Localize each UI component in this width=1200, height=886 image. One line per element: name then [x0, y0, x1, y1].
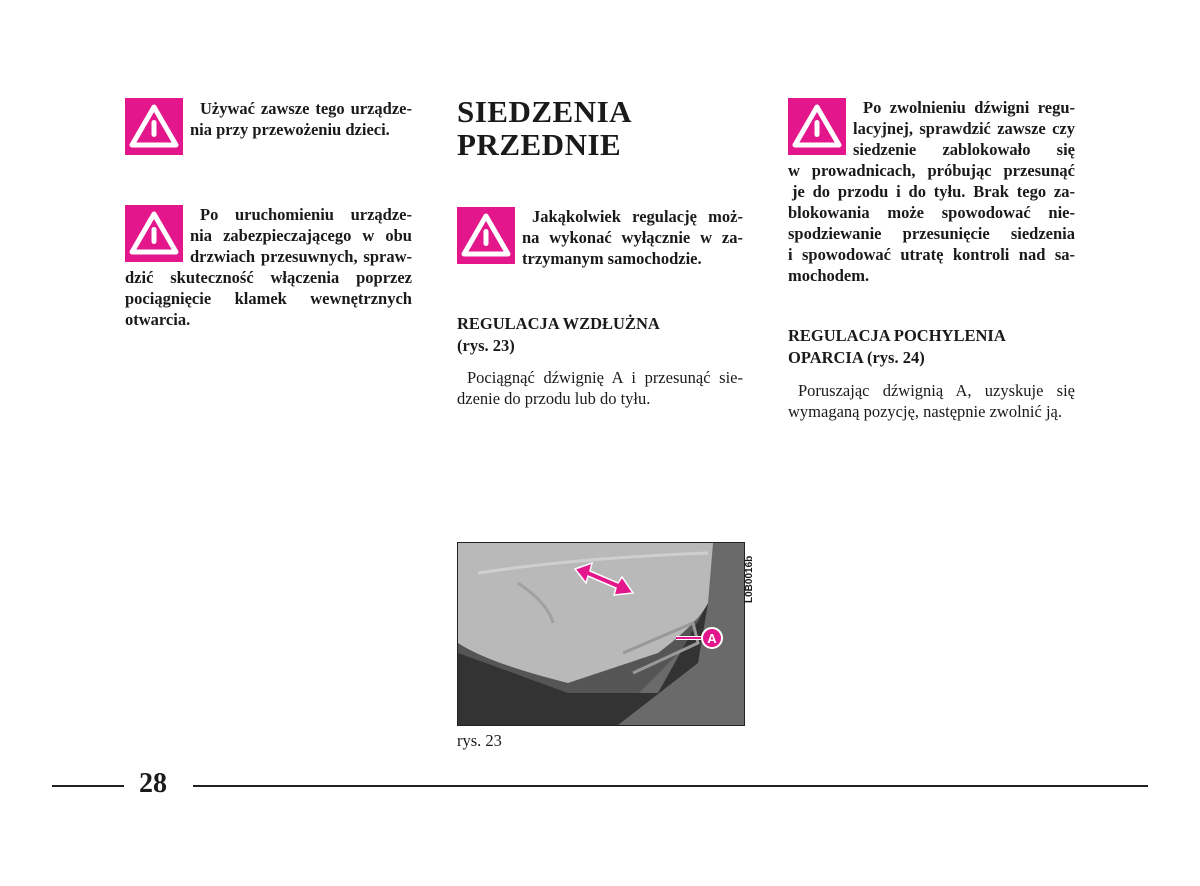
warning-text: nia przy przewożeniu dzieci.	[190, 120, 390, 139]
warning-text: i spowodować utratę kontroli nad sa-	[788, 245, 1075, 264]
figure-code	[744, 545, 758, 605]
warning-text: w prowadnicach, próbując przesunąć	[788, 161, 1075, 180]
figure-caption: rys. 23	[457, 731, 502, 750]
body-text: Poruszając dźwignią A, uzyskuje się	[798, 381, 1075, 400]
warning-text: Po uruchomieniu urządze-	[200, 205, 412, 224]
warning-text: Jakąkolwiek regulację moż-	[532, 207, 743, 226]
warning-text: spodziewanie przesunięcie siedzenia	[788, 224, 1075, 243]
figure-label: A	[707, 631, 717, 646]
seat-photo	[457, 542, 745, 726]
warning-icon	[125, 98, 183, 155]
warning-text: drzwiach przesuwnych, spraw-	[190, 247, 412, 266]
warning-text: je do przodu i do tyłu. Brak tego za-	[792, 182, 1075, 201]
footer-rule	[193, 785, 1148, 787]
warning-icon	[788, 98, 846, 155]
warning-text: blokowania może spowodować nie-	[788, 203, 1075, 222]
warning-text: Używać zawsze tego urządze-	[200, 99, 412, 118]
section-title: PRZEDNIE	[457, 127, 622, 162]
body-text: wymaganą pozycję, następnie zwolnić ją.	[788, 402, 1062, 421]
subheading: (rys. 23)	[457, 336, 515, 355]
subheading: REGULACJA POCHYLENIA	[788, 326, 1006, 345]
warning-text: mochodem.	[788, 266, 870, 285]
warning-text: na wykonać wyłącznie w za-	[522, 228, 743, 247]
subheading: REGULACJA WZDŁUŻNA	[457, 314, 660, 333]
body-text: dzenie do przodu lub do tyłu.	[457, 389, 651, 408]
warning-text: Po zwolnieniu dźwigni regu-	[863, 98, 1075, 117]
warning-text: trzymanym samochodzie.	[522, 249, 702, 268]
page-number: 28	[139, 768, 167, 799]
warning-text: lacyjnej, sprawdzić zawsze czy	[853, 119, 1075, 138]
warning-text: otwarcia.	[125, 310, 191, 329]
warning-icon	[125, 205, 183, 262]
warning-text: siedzenie zablokowało się	[853, 140, 1075, 159]
body-text: Pociągnąć dźwignię A i przesunąć sie-	[467, 368, 743, 387]
warning-icon	[457, 207, 515, 264]
subheading: OPARCIA (rys. 24)	[788, 348, 925, 367]
section-title: SIEDZENIA	[457, 94, 633, 129]
warning-text: pociągnięcie klamek wewnętrznych	[125, 289, 412, 308]
footer-rule	[52, 785, 124, 787]
warning-text: dzić skuteczność włączenia poprzez	[125, 268, 412, 287]
warning-text: nia zabezpieczającego w obu	[190, 226, 412, 245]
figure-code-text: L0B0016b	[744, 555, 755, 603]
